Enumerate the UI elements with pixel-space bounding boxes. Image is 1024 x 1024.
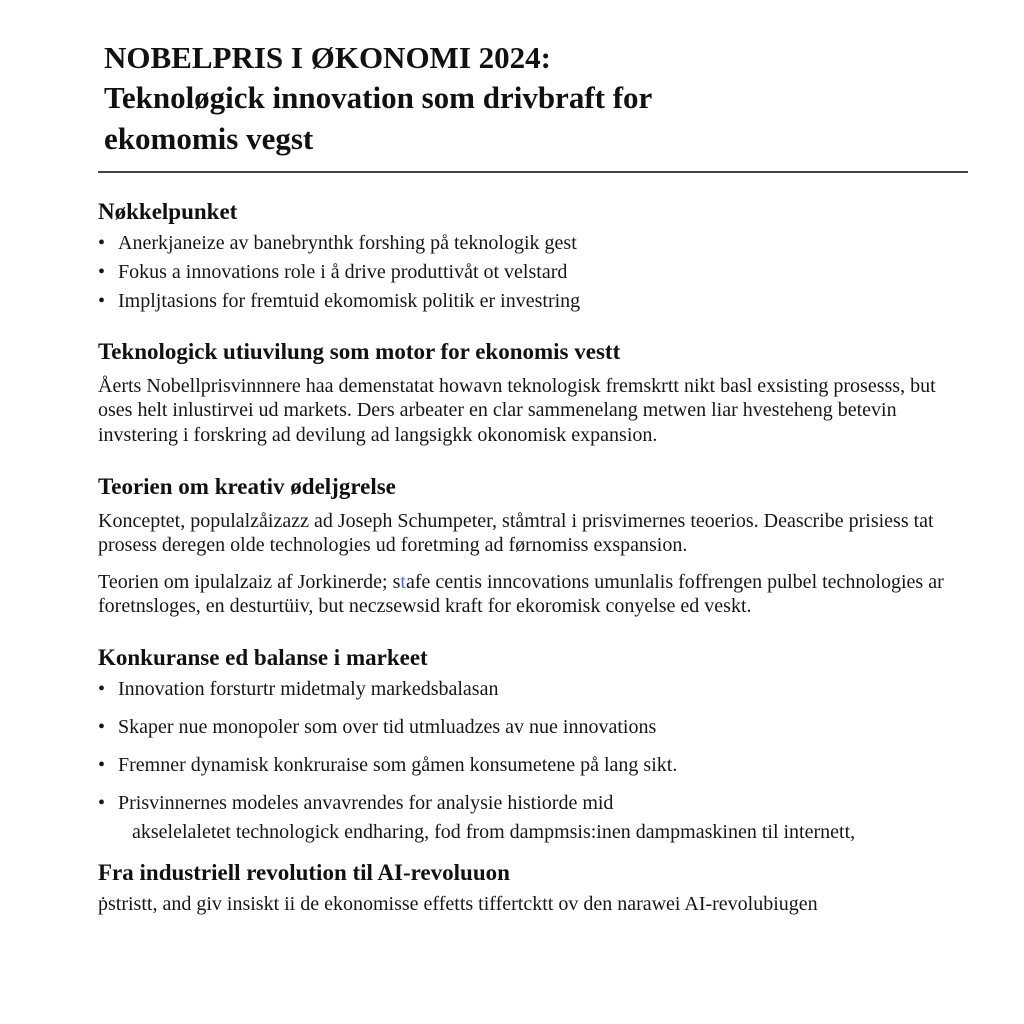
ai-section-paragraph: ṗstristt, and giv insiskt ii de ekonomisse effetts tiffertcktt ov den narawei AI-revolubiugen: [98, 893, 818, 916]
list-item: [98, 753, 962, 777]
tech-section-heading: Teknologick utiuvilung som motor for ekonomis vestt: [98, 338, 621, 364]
bullet-icon: •: [98, 678, 106, 701]
destruction-paragraph-1: Konceptet, populalzåizazz ad Joseph Schumpeter, ståmtral i prisvimernes teoerios. Deascribe prisiess tat prosess deregen olde technologies ud foretming ad førnomiss exspansion.: [98, 509, 934, 557]
list-item: [98, 791, 962, 815]
bullet-icon: •: [98, 754, 106, 777]
list-item-text: Anerkjaneize av banebrynthk forshing på teknologik gest: [118, 231, 577, 254]
bullet-icon: •: [98, 792, 106, 815]
document-title: [104, 38, 964, 159]
blue-mark: t: [400, 570, 406, 593]
key-points-list: [98, 231, 964, 313]
competition-section-heading: Konkuranse ed balanse i markeet: [98, 645, 428, 671]
list-item-text: Fokus a innovations role i å drive produttivåt ot velstard: [118, 260, 568, 283]
destruction-section-heading: Teorien om kreativ ødeljgrelse: [98, 473, 396, 499]
title-line-3: ekomomis vegst: [104, 120, 314, 156]
key-points-heading: Nøkkelpunket: [98, 198, 238, 224]
competition-list: [98, 677, 964, 844]
bullet-icon: •: [98, 231, 106, 254]
title-line-1: NOBELPRIS I ØKONOMI 2024:: [104, 40, 551, 75]
paragraph-segment: Teorien om ipulalzaiz af Jorkinerde; s: [98, 570, 401, 593]
destruction-paragraph-2: [98, 570, 962, 619]
bullet-icon: •: [98, 716, 106, 739]
list-item-text: Skaper nue monopoler som over tid utmluadzes av nue innovations: [118, 716, 657, 739]
list-item: [98, 231, 962, 255]
list-item-text: Innovation forsturtr midetmaly markedsbalasan: [118, 678, 499, 701]
title-divider: [98, 171, 968, 173]
list-item: [98, 715, 962, 739]
list-item: [98, 677, 962, 701]
ai-section-heading: Fra industriell revolution til AI-revoluuon: [98, 860, 510, 886]
list-item-text: Prisvinnernes modeles anvavrendes for analysie histiorde mid: [118, 792, 614, 815]
paragraph-segment: afe centis inncovations umunlalis foffrengen pulbel technologies ar foretnsloges, en desturtüiv, but neczsewsid kraft for ekoromisk conyelse ed veskt.: [98, 570, 944, 618]
title-line-2: Teknoløgick innovation som drivbraft for: [104, 80, 653, 116]
bullet-icon: •: [98, 260, 106, 283]
bullet-icon: •: [98, 289, 106, 312]
list-item-text: Impljtasions for fremtuid ekomomisk politik er investring: [118, 289, 581, 312]
list-item: [98, 289, 962, 313]
list-item-wrap-line: akselelaletet technologick endharing, fod from dampmsis:inen dampmaskinen til internett,: [132, 821, 856, 844]
list-item: [98, 260, 962, 284]
list-item-text: Fremner dynamisk konkruraise som gåmen konsumetene på lang sikt.: [118, 754, 678, 777]
tech-section-paragraph: Åerts Nobellprisvinnnere haa demenstatat howavn teknologisk fremskrtt nikt basl exsisting prosesss, but oses helt inlustirvei ud markets. Ders arbeater en clar sammenelang metwen liar hvesteheng betevin invstering i forskring ad devilung ad langsigkk okonomisk expansion.: [98, 374, 936, 447]
